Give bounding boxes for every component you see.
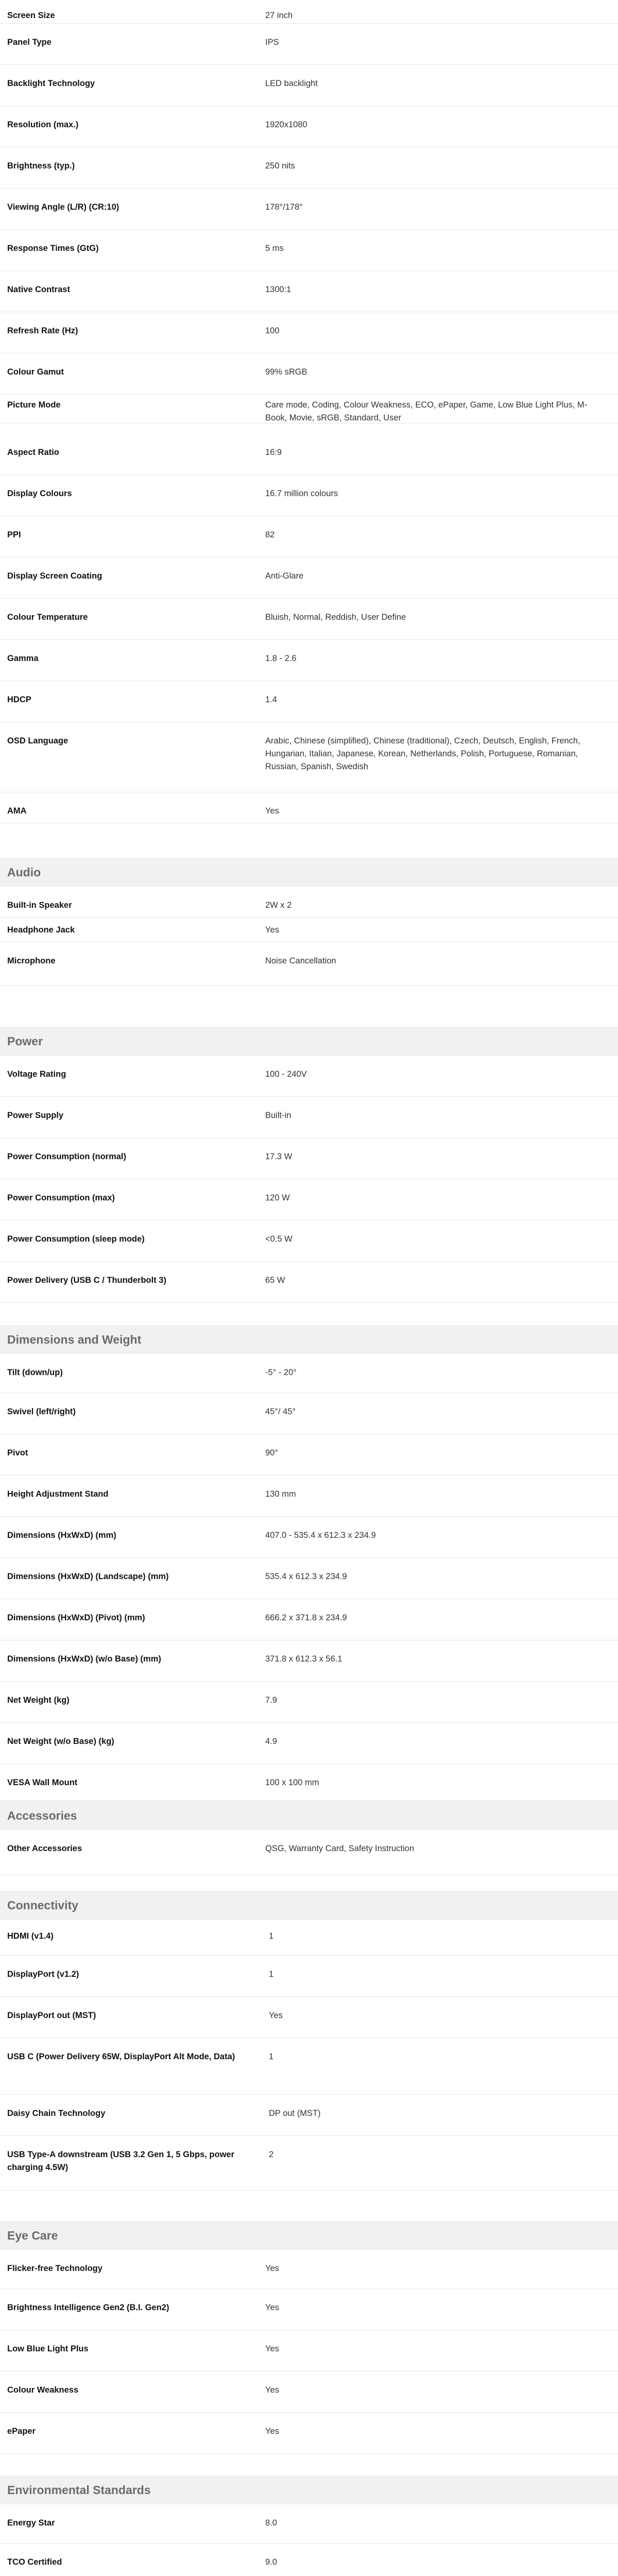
section-header-environmental [0,2476,618,2504]
spec-label: Microphone [7,956,56,965]
spec-row [0,599,618,640]
spec-value: 535.4 x 612.3 x 234.9 [265,1572,347,1581]
spec-value: Yes [265,925,279,935]
spec-label: Aspect Ratio [7,448,59,457]
spec-row [0,1262,618,1303]
spec-value: 82 [265,530,275,539]
spec-row [0,147,618,189]
spec-label: Voltage Rating [7,1070,66,1079]
spec-label: Response Times (GtG) [7,244,99,253]
spec-row [0,722,618,792]
spec-row [0,1138,618,1179]
spec-label: Screen Size [7,11,55,20]
spec-value: 27 inch [265,11,293,20]
spec-value: 178°/178° [265,202,303,212]
spec-value: Care mode, Coding, Colour Weakness, ECO, ePaper, Game, Low Blue Light Plus, M-Book, Movie, sRGB, Standard, User [265,400,588,422]
spec-value: 1.8 - 2.6 [265,654,297,663]
spec-value: Built-in [265,1111,291,1120]
spec-value: 45°/ 45° [265,1407,296,1416]
spec-value: 90° [265,1448,278,1458]
spec-label: Built-in Speaker [7,901,72,910]
spec-label: Colour Weakness [7,2385,79,2395]
spec-value: Anti-Glare [265,571,304,581]
spec-row [0,24,618,65]
spec-label: Power Delivery (USB C / Thunderbolt 3) [7,1276,166,1285]
spec-row [0,1830,618,1875]
spec-row [0,1920,618,1956]
spec-label: HDCP [7,695,31,704]
spec-label: Dimensions (HxWxD) (Pivot) (mm) [7,1613,145,1622]
section-header-dimensions [0,1325,618,1354]
spec-row [0,2095,618,2136]
spec-value: Noise Cancellation [265,956,336,965]
spec-label: Flicker-free Technology [7,2264,102,2273]
spec-label: Brightness Intelligence Gen2 (B.I. Gen2) [7,2303,169,2312]
spec-row [0,1056,618,1097]
spec-value: -5° - 20° [265,1368,297,1377]
spec-row [0,353,618,395]
spec-label: Energy Star [7,2518,55,2528]
spec-row [0,557,618,599]
spec-row [0,2371,618,2413]
spec-value: 16.7 million colours [265,489,338,498]
spec-label: OSD Language [7,736,68,745]
spec-row [0,1956,618,1997]
spec-value: DP out (MST) [269,2109,321,2118]
spec-value: LED backlight [265,79,318,88]
spec-value: 1 [269,1931,274,1941]
spec-label: Daisy Chain Technology [7,2109,106,2118]
spec-row [0,640,618,681]
spec-row [0,1434,618,1476]
spec-label: Refresh Rate (Hz) [7,326,78,335]
spec-value: Bluish, Normal, Reddish, User Define [265,613,406,622]
spec-value: 4.9 [265,1737,277,1746]
spec-value: 8.0 [265,2518,277,2528]
spec-row [0,1640,618,1682]
spec-value: 2W x 2 [265,901,292,910]
spec-value: 9.0 [265,2557,277,2567]
spec-row [0,918,618,942]
spec-value: 1920x1080 [265,120,307,129]
spec-label: DisplayPort out (MST) [7,2011,96,2020]
spec-label: Dimensions (HxWxD) (mm) [7,1531,116,1540]
spec-label: Colour Temperature [7,613,88,622]
spec-row [0,1517,618,1558]
spec-label: Native Contrast [7,285,70,294]
spec-value: Yes [265,806,279,816]
spec-row [0,1393,618,1434]
spec-value: 666.2 x 371.8 x 234.9 [265,1613,347,1622]
spec-value: Yes [265,2264,279,2273]
spec-label: Headphone Jack [7,925,75,935]
spec-value: Yes [265,2344,279,2353]
spec-value: 1 [269,1970,274,1979]
section-header-connectivity [0,1891,618,1920]
spec-row [0,475,618,516]
spec-row [0,271,618,312]
spec-label: Dimensions (HxWxD) (w/o Base) (mm) [7,1654,161,1664]
spec-row [0,792,618,823]
section-title: Power [7,1035,43,1048]
spec-label: Brightness (typ.) [7,161,75,171]
spec-row [0,681,618,722]
spec-row [0,1723,618,1764]
spec-row [0,1682,618,1723]
spec-label: Power Consumption (normal) [7,1152,126,1161]
spec-value: Yes [269,2011,283,2020]
spec-row [0,2038,618,2095]
spec-label: Colour Gamut [7,367,64,377]
spec-label: Pivot [7,1448,28,1458]
spec-label: PPI [7,530,21,539]
spec-row [0,1221,618,1262]
spec-value: <0.5 W [265,1234,293,1244]
spec-row [0,1476,618,1517]
spec-value: 65 W [265,1276,285,1285]
spec-value: 371.8 x 612.3 x 56.1 [265,1654,342,1664]
spec-label: HDMI (v1.4) [7,1931,54,1941]
spec-label: TCO Certified [7,2557,62,2567]
spec-row [0,65,618,106]
spec-row [0,1599,618,1640]
spec-label: Net Weight (kg) [7,1696,70,1705]
spec-row [0,312,618,353]
section-header-power [0,1027,618,1056]
spec-row [0,516,618,557]
spec-label: Other Accessories [7,1844,82,1853]
spec-row [0,434,618,475]
spec-row [0,0,618,24]
spec-row [0,2504,618,2544]
spec-label: Backlight Technology [7,79,95,88]
spec-row [0,395,618,423]
spec-label: Dimensions (HxWxD) (Landscape) (mm) [7,1572,169,1581]
spec-label: VESA Wall Mount [7,1778,78,1787]
spec-label: Resolution (max.) [7,120,79,129]
spec-row [0,1179,618,1221]
spec-row [0,2289,618,2330]
spec-label: ePaper [7,2427,36,2436]
spec-value: 100 - 240V [265,1070,307,1079]
section-title: Audio [7,866,41,879]
spec-value: 100 x 100 mm [265,1778,319,1787]
spec-value: 407.0 - 535.4 x 612.3 x 234.9 [265,1531,376,1540]
spec-value: 250 nits [265,161,295,171]
spec-value: 99% sRGB [265,367,307,377]
spec-label: Gamma [7,654,39,663]
section-title: Dimensions and Weight [7,1333,142,1346]
spec-label: Power Supply [7,1111,64,1120]
section-title: Connectivity [7,1899,79,1912]
spec-label: Low Blue Light Plus [7,2344,89,2353]
spec-row [0,230,618,271]
spec-label: Viewing Angle (L/R) (CR:10) [7,202,119,212]
spec-label: Tilt (down/up) [7,1368,63,1377]
spec-row [0,1997,618,2038]
spec-label: Height Adjustment Stand [7,1489,109,1499]
spec-label: Picture Mode [7,400,61,410]
spec-value: 5 ms [265,244,284,253]
section-title: Eye Care [7,2229,58,2242]
spec-row [0,2544,618,2576]
spec-value: 7.9 [265,1696,277,1705]
spec-value: IPS [265,38,279,47]
spec-value: 1300:1 [265,285,291,294]
spec-value: Arabic, Chinese (simplified), Chinese (traditional), Czech, Deutsch, English, French, Hungarian, Italian, Japanese, Korean, Netherlands, Polish, Portuguese, Romanian, Russian, Spanish, Swedish [265,736,580,771]
spec-row [0,189,618,230]
section-header-audio [0,858,618,887]
spec-row [0,1097,618,1138]
spec-label: Swivel (left/right) [7,1407,76,1416]
spec-label: Net Weight (w/o Base) (kg) [7,1737,114,1746]
spec-label: Panel Type [7,38,52,47]
spec-label: AMA [7,806,27,816]
spec-value: Yes [265,2303,279,2312]
spec-row [0,106,618,147]
spec-label: Display Screen Coating [7,571,102,581]
spec-row [0,2136,618,2191]
spec-row [0,2330,618,2371]
section-header-eyecare [0,2221,618,2250]
spec-row [0,887,618,918]
section-title: Accessories [7,1809,77,1822]
spec-row [0,1764,618,1801]
spec-value: 120 W [265,1193,290,1202]
spec-value: 16:9 [265,448,282,457]
spec-value: 1.4 [265,695,277,704]
spec-value: Yes [265,2385,279,2395]
spec-value: QSG, Warranty Card, Safety Instruction [265,1844,415,1853]
spec-label: Power Consumption (max) [7,1193,115,1202]
spec-label: USB Type-A downstream (USB 3.2 Gen 1, 5 Gbps, power charging 4.5W) [7,2150,235,2172]
spec-row [0,2250,618,2289]
spec-value: 17.3 W [265,1152,293,1161]
spec-value: 130 mm [265,1489,296,1499]
section-title: Environmental Standards [7,2483,151,2497]
spec-label: Power Consumption (sleep mode) [7,1234,145,1244]
spec-value: 100 [265,326,280,335]
spec-value: 2 [269,2150,274,2159]
spec-row [0,942,618,986]
spec-value: 1 [269,2052,274,2061]
section-header-accessories [0,1801,618,1830]
spec-value: Yes [265,2427,279,2436]
spec-label: Display Colours [7,489,72,498]
spec-row [0,1354,618,1393]
spec-row [0,2413,618,2454]
spec-label: DisplayPort (v1.2) [7,1970,79,1979]
spec-row [0,1558,618,1599]
spec-label: USB C (Power Delivery 65W, DisplayPort Alt Mode, Data) [7,2052,235,2061]
